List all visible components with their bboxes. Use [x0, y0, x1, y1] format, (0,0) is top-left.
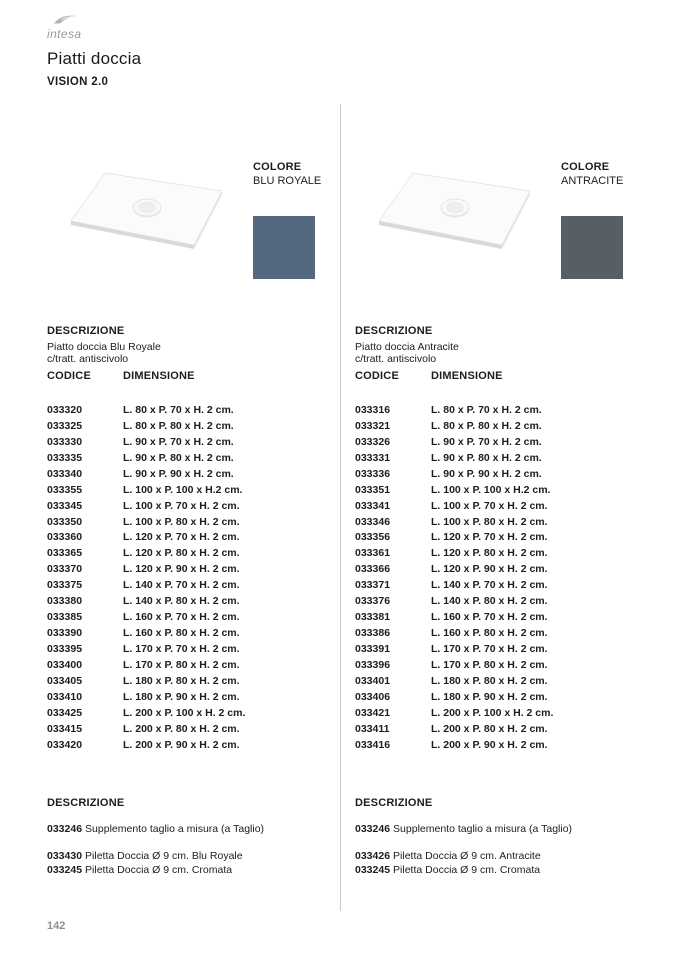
row-code: 033356 [355, 531, 391, 544]
accessory-line [47, 822, 264, 836]
accessory-text: Piletta Doccia Ø 9 cm. Blu Royale [85, 850, 243, 862]
row-dimension: L. 200 x P. 100 x H. 2 cm. [123, 706, 246, 719]
row-dimension: L. 90 x P. 90 x H. 2 cm. [123, 467, 234, 480]
page-number: 142 [47, 920, 66, 932]
table-row [355, 498, 553, 514]
row-dimension: L. 200 x P. 90 x H. 2 cm. [431, 738, 548, 751]
accessory-line [355, 822, 572, 836]
row-dimension: L. 170 x P. 70 x H. 2 cm. [431, 643, 548, 656]
row-code: 033375 [47, 579, 83, 592]
table-row [47, 482, 245, 498]
row-dimension: L. 140 x P. 80 x H. 2 cm. [123, 595, 240, 608]
accessory-text: Supplemento taglio a misura (a Taglio) [85, 823, 265, 835]
color-block [253, 161, 325, 188]
row-dimension: L. 170 x P. 80 x H. 2 cm. [123, 658, 240, 671]
accessory-text: Supplemento taglio a misura (a Taglio) [393, 823, 573, 835]
row-code: 033416 [355, 738, 391, 751]
accessory-code: 033430 [47, 850, 83, 862]
row-dimension: L. 120 x P. 70 x H. 2 cm. [123, 531, 240, 544]
row-code: 033325 [47, 419, 83, 432]
color-swatch [253, 216, 315, 279]
table-row [355, 737, 553, 753]
table-header [355, 370, 503, 382]
table-row [47, 689, 245, 705]
table-header-codice: CODICE [355, 370, 399, 382]
description-line: Piatto doccia Blu Royale [47, 340, 161, 353]
row-code: 033366 [355, 563, 391, 576]
row-code: 033370 [47, 563, 83, 576]
table-row [355, 530, 553, 546]
table-row [47, 418, 245, 434]
row-dimension: L. 140 x P. 70 x H. 2 cm. [123, 579, 240, 592]
table-row [355, 482, 553, 498]
row-code: 033405 [47, 674, 83, 687]
accessory-code: 033426 [355, 850, 391, 862]
accessories-descrizione-label: DESCRIZIONE [355, 797, 433, 809]
table-row [47, 466, 245, 482]
table-row [47, 514, 245, 530]
row-code: 033381 [355, 611, 391, 624]
row-dimension: L. 160 x P. 70 x H. 2 cm. [431, 611, 548, 624]
row-dimension: L. 120 x P. 90 x H. 2 cm. [431, 563, 548, 576]
row-code: 033320 [47, 403, 83, 416]
description-block [355, 325, 459, 366]
table-row [47, 705, 245, 721]
row-code: 033391 [355, 643, 391, 656]
table-row [47, 737, 245, 753]
table-row [355, 466, 553, 482]
table-row [355, 577, 553, 593]
table-row [47, 450, 245, 466]
row-code: 033420 [47, 738, 83, 751]
table-row [47, 545, 245, 561]
row-dimension: L. 180 x P. 90 x H. 2 cm. [123, 690, 240, 703]
table-row [47, 577, 245, 593]
accessory-text: Piletta Doccia Ø 9 cm. Cromata [393, 864, 541, 876]
row-dimension: L. 90 x P. 90 x H. 2 cm. [431, 467, 542, 480]
row-dimension: L. 180 x P. 80 x H. 2 cm. [431, 674, 548, 687]
table-header-codice: CODICE [47, 370, 91, 382]
row-dimension: L. 100 x P. 70 x H. 2 cm. [123, 499, 240, 512]
table-row [47, 434, 245, 450]
row-code: 033365 [47, 547, 83, 560]
row-dimension: L. 160 x P. 80 x H. 2 cm. [123, 627, 240, 640]
row-code: 033340 [47, 467, 83, 480]
accessory-text: Piletta Doccia Ø 9 cm. Antracite [393, 850, 541, 862]
row-code: 033390 [47, 627, 83, 640]
row-code: 033335 [47, 451, 83, 464]
row-dimension: L. 90 x P. 80 x H. 2 cm. [123, 451, 234, 464]
table-row [47, 657, 245, 673]
table-row [355, 434, 553, 450]
row-code: 033371 [355, 579, 391, 592]
color-swatch [561, 216, 623, 279]
row-code: 033401 [355, 674, 391, 687]
table-row [355, 418, 553, 434]
accessory-code: 033246 [47, 823, 83, 835]
supplement-group [47, 822, 264, 836]
table-row [355, 593, 553, 609]
row-code: 033351 [355, 483, 391, 496]
accessory-line [355, 863, 541, 877]
column-blu-royale [47, 0, 339, 958]
shower-tray-image [55, 164, 240, 264]
row-dimension: L. 90 x P. 70 x H. 2 cm. [431, 435, 542, 448]
accessory-line [47, 863, 243, 877]
table-row [355, 609, 553, 625]
descrizione-label: DESCRIZIONE [355, 325, 433, 337]
row-dimension: L. 120 x P. 70 x H. 2 cm. [431, 531, 548, 544]
column-divider [340, 104, 341, 911]
description-line: c/tratt. antiscivolo [355, 353, 437, 365]
row-dimension: L. 120 x P. 80 x H. 2 cm. [431, 547, 548, 560]
row-code: 033330 [47, 435, 83, 448]
row-code: 033406 [355, 690, 391, 703]
accessory-code: 033246 [355, 823, 391, 835]
description-line: Piatto doccia Antracite [355, 340, 459, 353]
row-dimension: L. 100 x P. 70 x H. 2 cm. [431, 499, 548, 512]
descrizione-label: DESCRIZIONE [47, 325, 125, 337]
row-code: 033350 [47, 515, 83, 528]
row-dimension: L. 100 x P. 100 x H.2 cm. [431, 483, 551, 496]
table-row [355, 402, 553, 418]
row-code: 033410 [47, 690, 83, 703]
row-dimension: L. 200 x P. 90 x H. 2 cm. [123, 738, 240, 751]
row-dimension: L. 200 x P. 80 x H. 2 cm. [431, 722, 548, 735]
color-name: BLU ROYALE [253, 174, 322, 187]
row-dimension: L. 140 x P. 80 x H. 2 cm. [431, 595, 548, 608]
row-code: 033396 [355, 658, 391, 671]
row-dimension: L. 200 x P. 80 x H. 2 cm. [123, 722, 240, 735]
shower-tray-image [363, 164, 548, 264]
description-line: c/tratt. antiscivolo [47, 353, 129, 365]
column-antracite [355, 0, 647, 958]
table-row [355, 561, 553, 577]
table-header-dimensione: DIMENSIONE [431, 370, 503, 382]
table-row [47, 561, 245, 577]
row-code: 033395 [47, 643, 83, 656]
row-code: 033346 [355, 515, 391, 528]
table-row [355, 721, 553, 737]
table-row [47, 402, 245, 418]
row-dimension: L. 100 x P. 80 x H. 2 cm. [431, 515, 548, 528]
table-row [47, 625, 245, 641]
piletta-group [47, 849, 243, 877]
row-dimension: L. 180 x P. 80 x H. 2 cm. [123, 674, 240, 687]
row-dimension: L. 100 x P. 100 x H.2 cm. [123, 483, 243, 496]
row-code: 033411 [355, 722, 390, 735]
table-row [47, 721, 245, 737]
row-code: 033385 [47, 611, 83, 624]
table-row [355, 657, 553, 673]
row-code: 033336 [355, 467, 391, 480]
accessory-text: Piletta Doccia Ø 9 cm. Cromata [85, 864, 233, 876]
colore-label: COLORE [561, 161, 610, 173]
table-row [355, 514, 553, 530]
row-dimension: L. 170 x P. 70 x H. 2 cm. [123, 643, 240, 656]
table-row [355, 673, 553, 689]
product-table [355, 402, 553, 753]
description-block [47, 325, 161, 366]
row-dimension: L. 80 x P. 80 x H. 2 cm. [431, 419, 542, 432]
row-code: 033316 [355, 403, 391, 416]
accessories-descrizione-label: DESCRIZIONE [47, 797, 125, 809]
row-code: 033341 [355, 499, 391, 512]
row-code: 033345 [47, 499, 83, 512]
row-code: 033331 [355, 451, 391, 464]
row-code: 033421 [355, 706, 391, 719]
color-name: ANTRACITE [561, 174, 624, 187]
table-header-dimensione: DIMENSIONE [123, 370, 195, 382]
row-dimension: L. 180 x P. 90 x H. 2 cm. [431, 690, 548, 703]
row-dimension: L. 200 x P. 100 x H. 2 cm. [431, 706, 554, 719]
color-block [561, 161, 633, 188]
row-code: 033326 [355, 435, 391, 448]
table-row [355, 641, 553, 657]
row-code: 033386 [355, 627, 391, 640]
table-row [47, 673, 245, 689]
row-dimension: L. 160 x P. 80 x H. 2 cm. [431, 627, 548, 640]
row-dimension: L. 90 x P. 70 x H. 2 cm. [123, 435, 234, 448]
table-row [47, 641, 245, 657]
product-table [47, 402, 245, 753]
accessory-line [355, 849, 541, 863]
brand-name: intesa [47, 27, 82, 41]
accessory-code: 033245 [355, 864, 391, 876]
row-code: 033400 [47, 658, 83, 671]
table-row [47, 593, 245, 609]
row-dimension: L. 80 x P. 70 x H. 2 cm. [123, 403, 234, 416]
row-dimension: L. 120 x P. 90 x H. 2 cm. [123, 563, 240, 576]
table-row [355, 545, 553, 561]
row-code: 033321 [355, 419, 391, 432]
page-subtitle: VISION 2.0 [47, 76, 109, 88]
table-row [355, 625, 553, 641]
supplement-group [355, 822, 572, 836]
colore-label: COLORE [253, 161, 302, 173]
table-row [47, 530, 245, 546]
table-header [47, 370, 195, 382]
row-code: 033415 [47, 722, 83, 735]
row-dimension: L. 120 x P. 80 x H. 2 cm. [123, 547, 240, 560]
row-dimension: L. 90 x P. 80 x H. 2 cm. [431, 451, 542, 464]
table-row [47, 609, 245, 625]
row-code: 033376 [355, 595, 391, 608]
piletta-group [355, 849, 541, 877]
row-dimension: L. 80 x P. 80 x H. 2 cm. [123, 419, 234, 432]
table-row [355, 705, 553, 721]
table-row [47, 498, 245, 514]
accessory-line [47, 849, 243, 863]
row-code: 033355 [47, 483, 83, 496]
page-title: Piatti doccia [47, 49, 142, 68]
row-code: 033360 [47, 531, 83, 544]
row-code: 033425 [47, 706, 83, 719]
row-dimension: L. 140 x P. 70 x H. 2 cm. [431, 579, 548, 592]
table-row [355, 450, 553, 466]
row-code: 033380 [47, 595, 83, 608]
row-dimension: L. 100 x P. 80 x H. 2 cm. [123, 515, 240, 528]
table-row [355, 689, 553, 705]
row-code: 033361 [355, 547, 391, 560]
row-dimension: L. 160 x P. 70 x H. 2 cm. [123, 611, 240, 624]
row-dimension: L. 170 x P. 80 x H. 2 cm. [431, 658, 548, 671]
row-dimension: L. 80 x P. 70 x H. 2 cm. [431, 403, 542, 416]
accessory-code: 033245 [47, 864, 83, 876]
